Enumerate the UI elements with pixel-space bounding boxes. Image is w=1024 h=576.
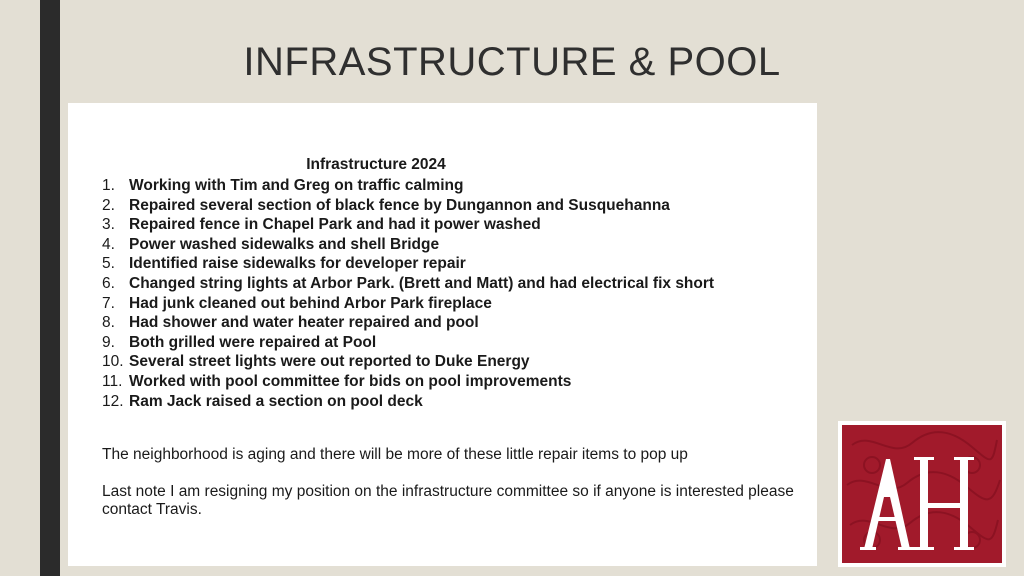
- list-item-text: Repaired several section of black fence by Dungannon and Susquehanna: [129, 196, 670, 214]
- list-item-number: 7.: [102, 294, 115, 312]
- list-item: [102, 274, 714, 294]
- document-heading: Infrastructure 2024: [306, 156, 446, 173]
- list-item: [102, 215, 714, 235]
- list-item: [102, 313, 714, 333]
- list-item-text: Power washed sidewalks and shell Bridge: [129, 235, 440, 253]
- list-item: [102, 294, 714, 314]
- ah-logo: [838, 421, 1006, 567]
- list-item-number: 3.: [102, 216, 115, 234]
- slide-title: INFRASTRUCTURE & POOL: [243, 40, 781, 84]
- list-item-number: 9.: [102, 333, 115, 351]
- list-item: [102, 254, 714, 274]
- list-item: [102, 176, 714, 196]
- aging-note: The neighborhood is aging and there will be more of these little repair items to pop up: [102, 446, 688, 463]
- left-accent-bar: [40, 0, 60, 576]
- document-panel: [68, 103, 817, 566]
- list-item: [102, 352, 714, 372]
- resignation-note: Last note I am resigning my position on the infrastructure committee so if anyone is interested please contact Travis.: [102, 483, 794, 518]
- list-item-text: Changed string lights at Arbor Park. (Brett and Matt) and had electrical fix short: [129, 274, 715, 292]
- list-item-number: 5.: [102, 255, 115, 273]
- list-item-text: Had shower and water heater repaired and pool: [129, 314, 479, 332]
- list-item: [102, 333, 714, 353]
- list-item-number: 12.: [102, 392, 124, 410]
- list-item-text: Repaired fence in Chapel Park and had it power washed: [129, 216, 541, 234]
- list-item-number: 10.: [102, 353, 124, 371]
- list-item-text: Worked with pool committee for bids on pool improvements: [129, 372, 572, 390]
- list-item: [102, 196, 714, 216]
- list-item-number: 8.: [102, 314, 115, 332]
- list-item: [102, 235, 714, 255]
- ah-monogram-logo-icon: [842, 425, 1002, 563]
- list-item-number: 1.: [102, 177, 115, 194]
- list-item: [102, 372, 714, 392]
- list-item: [102, 392, 714, 412]
- list-item-text: Several street lights were out reported to Duke Energy: [129, 353, 530, 371]
- list-item-text: Had junk cleaned out behind Arbor Park fireplace: [129, 294, 492, 312]
- list-item-number: 2.: [102, 196, 115, 214]
- list-item-text: Working with Tim and Greg on traffic calming: [129, 177, 464, 194]
- list-item-number: 4.: [102, 235, 115, 253]
- list-item-number: 11.: [102, 372, 123, 390]
- list-item-text: Both grilled were repaired at Pool: [129, 333, 377, 351]
- list-item-text: Ram Jack raised a section on pool deck: [129, 392, 423, 410]
- list-item-number: 6.: [102, 274, 115, 292]
- list-item-text: Identified raise sidewalks for developer repair: [129, 255, 466, 273]
- infrastructure-list: [102, 176, 714, 411]
